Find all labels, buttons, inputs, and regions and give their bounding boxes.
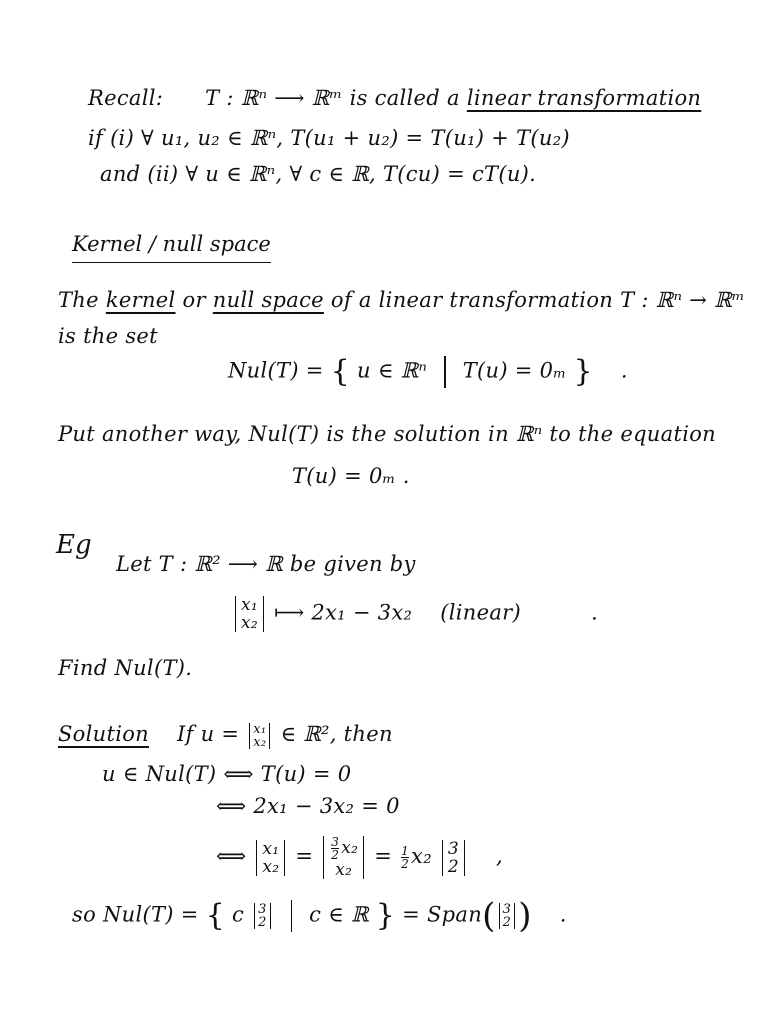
span-word: Span	[427, 902, 483, 927]
recall-term: linear transformation	[466, 86, 702, 110]
conc-close-brace-glyph: }	[375, 898, 396, 933]
nul-set-end: .	[620, 358, 628, 383]
example-map	[232, 596, 598, 632]
section-heading: Kernel / null space	[72, 230, 271, 263]
conclusion-dot: .	[559, 902, 567, 927]
conclusion-condition: c ∈ ℝ	[309, 902, 369, 927]
half-den: 2	[401, 857, 410, 871]
direction-bottom: 2	[447, 856, 460, 877]
x-vector-top: x₁	[262, 838, 280, 859]
close-brace-glyph: }	[573, 354, 593, 389]
recall-label: Recall:	[88, 86, 164, 110]
input-vector-top: x₁	[241, 595, 259, 615]
open-brace-glyph: {	[330, 354, 351, 389]
span-close-paren-glyph: )	[518, 896, 532, 936]
conclusion-eq: =	[402, 902, 421, 927]
span-vector-top: 3	[502, 902, 512, 917]
param-vector-bottom: x₂	[335, 860, 353, 880]
recall-map: T : ℝⁿ ⟶ ℝᵐ is called a	[205, 86, 460, 110]
def-term-null-space: null space	[212, 288, 324, 312]
definition-line-2: is the set	[58, 324, 158, 348]
conclusion-pre: so Nul(T) =	[72, 902, 199, 927]
conclusion-vector	[254, 903, 271, 929]
step3-eq: =	[295, 844, 314, 868]
set-bar-glyph	[444, 356, 446, 388]
param-vector	[323, 836, 364, 879]
step3-arrow: ⟺	[216, 844, 247, 868]
example-task: Find Nul(T).	[58, 656, 193, 680]
solution-step-1: u ∈ Nul(T) ⟺ T(u) = 0	[102, 762, 352, 786]
solution-line-1	[58, 720, 393, 749]
span-open-paren-glyph: (	[482, 896, 496, 936]
nul-set-left: Nul(T) =	[228, 358, 324, 383]
def-post: of a linear transformation T : ℝⁿ → ℝᵐ	[330, 288, 746, 312]
conc-open-brace-glyph: {	[205, 898, 226, 933]
u-vector-bottom: x₂	[253, 734, 267, 750]
recall-line-2: if (i) ∀ u₁, u₂ ∈ ℝⁿ, T(u₁ + u₂) = T(u₁) + T(u₂)	[88, 126, 570, 150]
param-fraction-num: 3	[331, 835, 340, 849]
definition-line-1	[58, 286, 745, 314]
param-vector-top	[329, 836, 358, 861]
conclusion-vector-bottom: 2	[258, 915, 267, 930]
example-dot: .	[590, 600, 598, 625]
nul-set-element: u ∈ ℝⁿ	[357, 358, 428, 383]
def-mid: or	[182, 288, 206, 312]
solution-label: Solution	[58, 722, 149, 746]
u-vector-top: x₁	[253, 721, 267, 737]
solution-step-3	[216, 836, 503, 879]
span-vector	[499, 903, 516, 929]
solution-step-2: ⟺ 2x₁ − 3x₂ = 0	[216, 794, 400, 818]
span-vector-bottom: 2	[502, 915, 512, 930]
half-var: x₂	[411, 844, 432, 868]
nul-set-definition	[228, 356, 628, 388]
example-line-1: Let T : ℝ² ⟶ ℝ be given by	[116, 552, 416, 576]
x-vector-bottom: x₂	[262, 856, 280, 877]
conclusion-scalar: c	[232, 902, 245, 927]
conc-bar-glyph	[291, 900, 293, 932]
param-var: x₂	[341, 838, 359, 858]
half-fraction	[401, 845, 409, 870]
solution-intro: If u =	[176, 722, 240, 746]
input-vector	[235, 596, 264, 632]
nul-set-condition: T(u) = 0ₘ	[462, 358, 567, 383]
example-label: Eg	[56, 530, 92, 560]
half-num: 1	[401, 844, 410, 858]
recall-line-1	[88, 84, 701, 112]
u-vector	[249, 723, 270, 749]
def-term-kernel: kernel	[105, 288, 176, 312]
step3-comma: ,	[496, 844, 503, 868]
param-fraction-den: 2	[331, 848, 340, 862]
example-note: (linear)	[440, 600, 521, 625]
solution-conclusion	[72, 896, 567, 936]
step3-eq2: =	[374, 844, 393, 868]
example-map-rule: ⟼ 2x₁ − 3x₂	[274, 600, 413, 625]
restate-line-2: T(u) = 0ₘ .	[292, 464, 410, 488]
direction-vector	[442, 840, 465, 876]
conclusion-vector-top: 3	[258, 902, 267, 917]
x-vector	[256, 840, 285, 876]
def-pre: The	[58, 288, 99, 312]
solution-intro-post: ∈ ℝ², then	[280, 722, 393, 746]
param-fraction	[331, 836, 339, 861]
direction-top: 3	[447, 838, 460, 859]
input-vector-bottom: x₂	[241, 613, 259, 633]
recall-line-3: and (ii) ∀ u ∈ ℝⁿ, ∀ c ∈ ℝ, T(cu) = cT(u).	[100, 162, 537, 186]
restate-line-1: Put another way, Nul(T) is the solution in ℝⁿ to the equation	[58, 422, 716, 446]
